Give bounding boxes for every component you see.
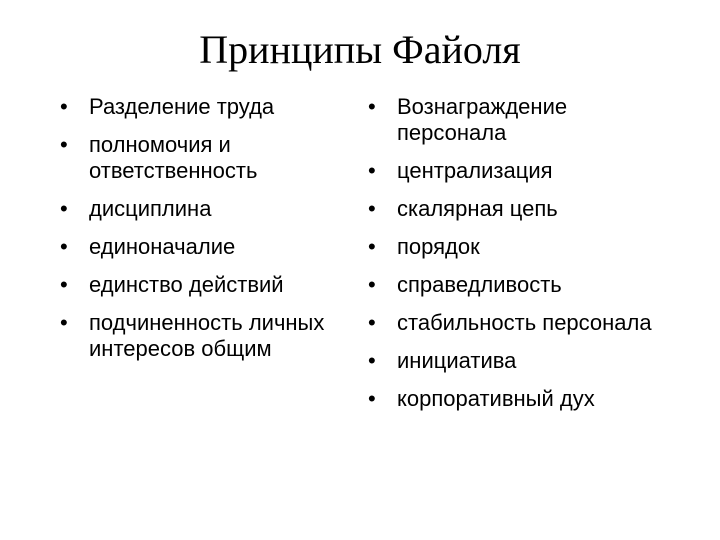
bullet-icon: • <box>368 196 376 221</box>
list-item-text: справедливость <box>397 272 562 297</box>
list-item-text: единство действий <box>89 272 284 297</box>
list-item <box>60 132 330 184</box>
list-item-text: полномочия и ответственность <box>89 132 258 183</box>
bullet-icon: • <box>368 272 376 297</box>
list-item-text: инициатива <box>397 348 517 373</box>
list-item <box>368 386 668 412</box>
list-item-text: единоначалие <box>89 234 236 259</box>
list-item-text: корпоративный дух <box>397 386 595 411</box>
bullet-icon: • <box>60 132 68 157</box>
bullet-icon: • <box>368 310 376 335</box>
list-item-text: подчиненность личных интересов общим <box>89 310 325 361</box>
bullet-icon: • <box>60 310 68 335</box>
list-item <box>60 234 330 260</box>
list-item-text: дисциплина <box>89 196 212 221</box>
list-item <box>368 310 668 336</box>
list-item <box>60 272 330 298</box>
right-bullet-list <box>368 94 668 424</box>
list-item <box>60 94 330 120</box>
list-item <box>368 158 668 184</box>
bullet-icon: • <box>368 348 376 373</box>
list-item <box>368 196 668 222</box>
bullet-icon: • <box>60 234 68 259</box>
bullet-icon: • <box>368 158 376 183</box>
left-bullet-list <box>60 94 330 374</box>
list-item <box>368 94 668 146</box>
bullet-icon: • <box>368 386 376 411</box>
list-item <box>368 348 668 374</box>
list-item-text: порядок <box>397 234 480 259</box>
list-item <box>368 272 668 298</box>
list-item <box>368 234 668 260</box>
list-item <box>60 196 330 222</box>
list-item-text: централизация <box>397 158 553 183</box>
list-item-text: скалярная цепь <box>397 196 558 221</box>
bullet-icon: • <box>368 234 376 259</box>
list-item-text: Разделение труда <box>89 94 275 119</box>
list-item-text: Вознаграждение персонала <box>397 94 568 145</box>
list-item-text: стабильность персонала <box>397 310 652 335</box>
bullet-icon: • <box>60 94 68 119</box>
slide-title: Принципы Файоля <box>199 27 521 72</box>
list-item <box>60 310 330 362</box>
bullet-icon: • <box>60 196 68 221</box>
bullet-icon: • <box>368 94 376 119</box>
bullet-icon: • <box>60 272 68 297</box>
